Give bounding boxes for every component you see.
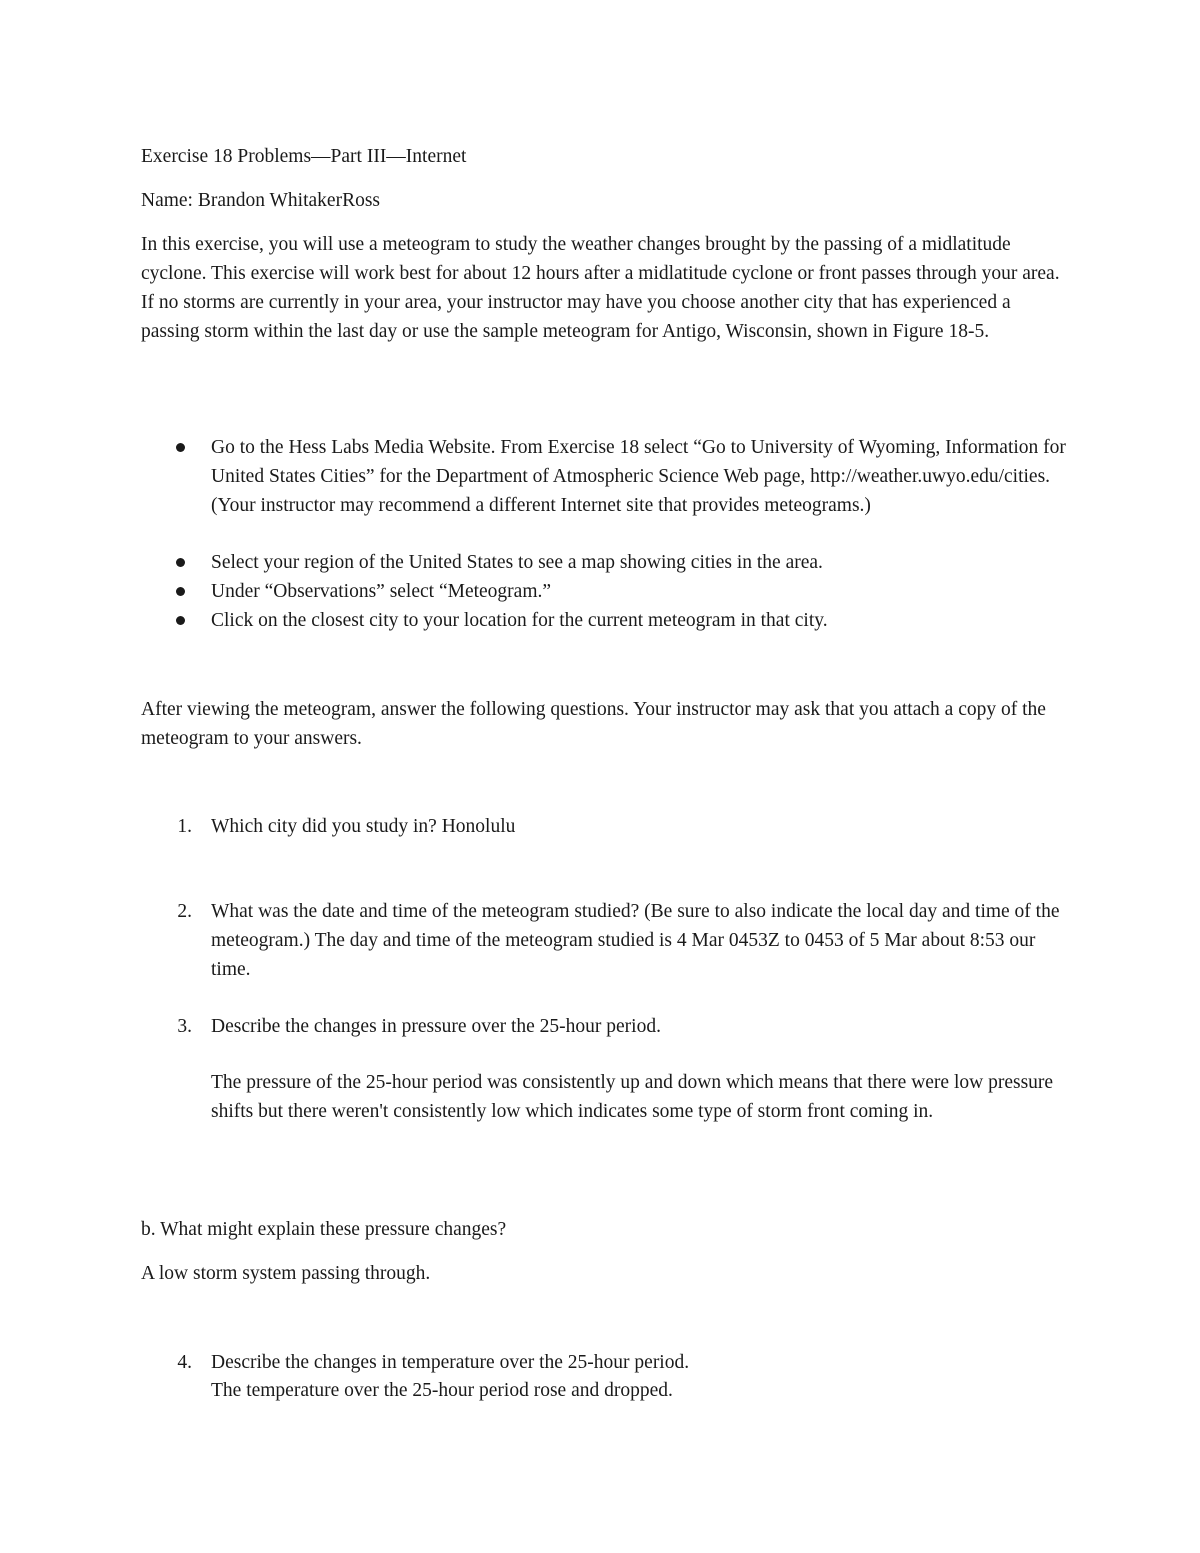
document-title: Exercise 18 Problems—Part III—Internet [141, 146, 467, 167]
bullet-icon [176, 443, 185, 452]
bullet-icon [176, 587, 185, 596]
question-text: Describe the changes in pressure over the 25-hour period. [211, 1016, 661, 1037]
part-b-question: b. What might explain these pressure changes? [141, 1219, 507, 1240]
list-item: Select your region of the United States to see a map showing cities in the area. [211, 552, 823, 573]
list-item: Under “Observations” select “Meteogram.” [211, 581, 552, 602]
question-number: 4. [177, 1352, 192, 1373]
intro-paragraph: In this exercise, you will use a meteogram to study the weather changes brought by the passing of a midlatitude cyclone. This exercise will work best for about 12 hours after a midlatitude cyclone or front passes through your area. If no storms are currently in your area, your instructor may have you choose another city that has experienced a passing storm within the last day or use the sample meteogram for Antigo, Wisconsin, shown in Figure 18-5. [141, 234, 1060, 342]
list-item: Go to the Hess Labs Media Website. From Exercise 18 select “Go to University of Wyoming, Information for United States Cities” for the Department of Atmospheric Science Web page, http://weather.uwyo.edu/cities. (Your instructor may recommend a different Internet site that provides meteograms.) [211, 437, 1066, 516]
part-b-answer: A low storm system passing through. [141, 1263, 431, 1284]
question-number: 2. [177, 901, 192, 922]
question-number: 3. [177, 1016, 192, 1037]
answer-text: The pressure of the 25-hour period was consistently up and down which means that there were low pressure shifts but there weren't consistently low which indicates some type of storm front coming in. [211, 1072, 1054, 1122]
list-item: Click on the closest city to your location for the current meteogram in that city. [211, 610, 828, 631]
question-text: What was the date and time of the meteogram studied? (Be sure to also indicate the local day and time of the meteogram.) The day and time of the meteogram studied is 4 Mar 0453Z to 0453 of 5 Mar about 8:53 our time. [211, 901, 1060, 980]
bullet-icon [176, 558, 185, 567]
after-viewing-paragraph: After viewing the meteogram, answer the following questions. Your instructor may ask that you attach a copy of the meteogram to your answers. [141, 699, 1046, 749]
student-name: Name: Brandon WhitakerRoss [141, 190, 381, 211]
question-text: Describe the changes in temperature over the 25-hour period. [211, 1352, 690, 1373]
question-number: 1. [177, 816, 192, 837]
bullet-icon [176, 616, 185, 625]
answer-text: The temperature over the 25-hour period rose and dropped. [211, 1380, 673, 1401]
question-text: Which city did you study in? Honolulu [211, 816, 516, 837]
